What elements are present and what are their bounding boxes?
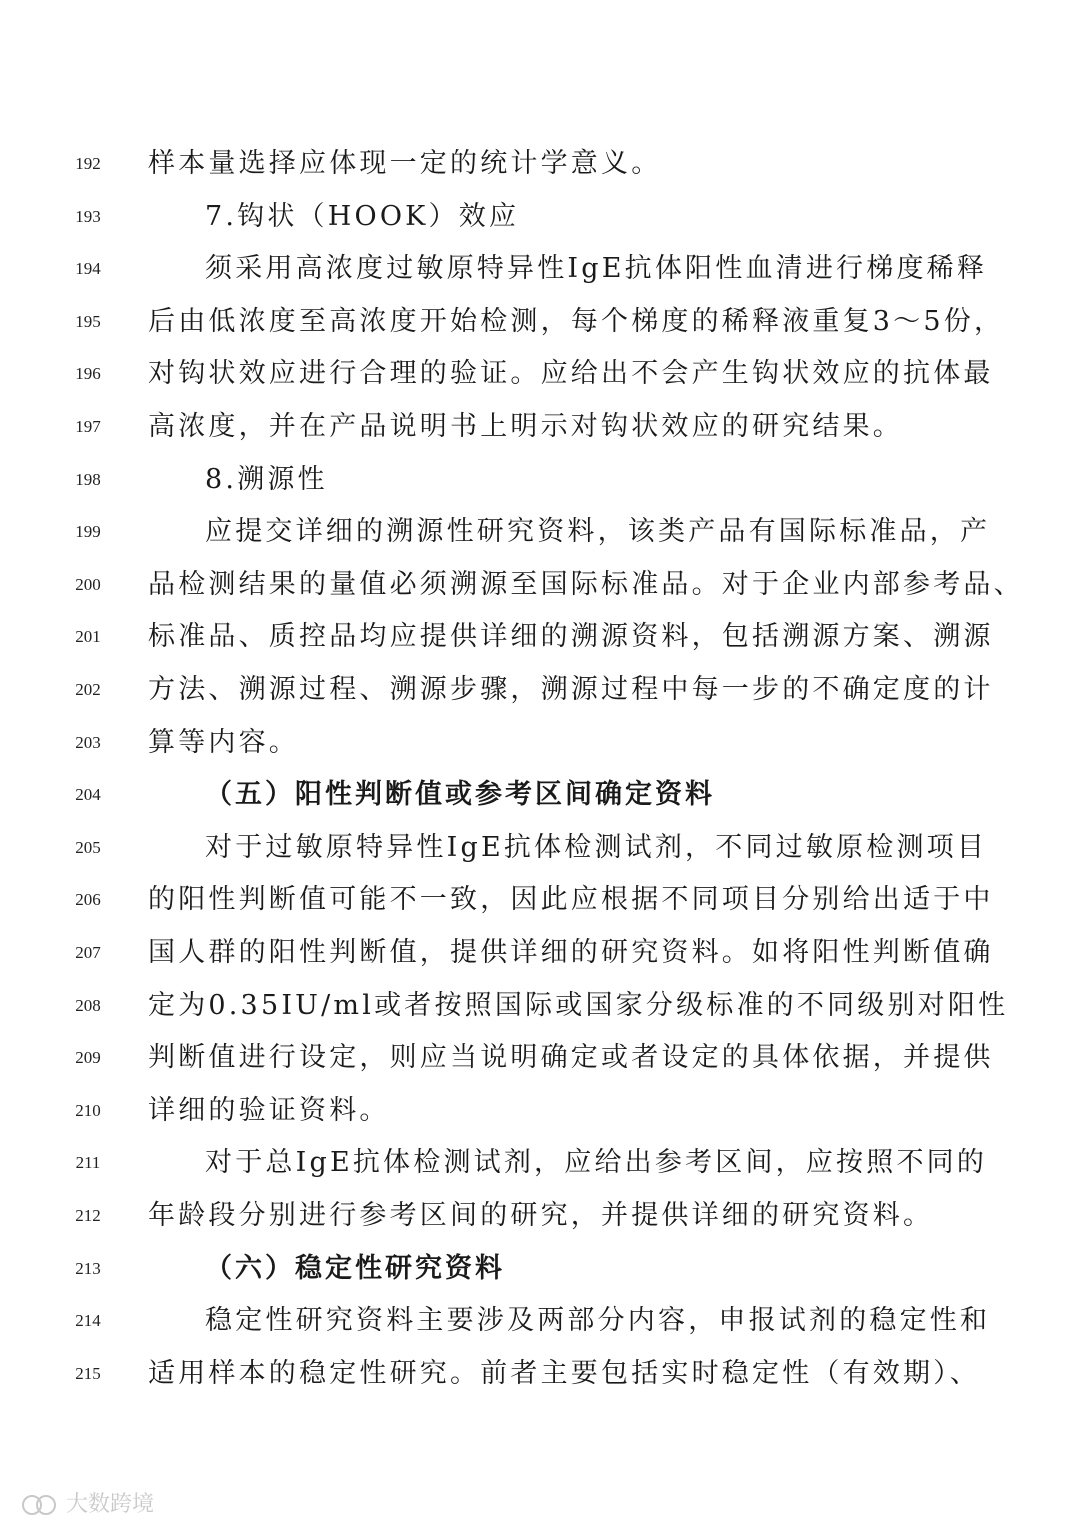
line-number: 205 [75, 837, 101, 857]
line-text: 算等内容。 [148, 726, 299, 758]
line-number: 213 [75, 1258, 101, 1278]
line-number: 193 [75, 206, 101, 226]
line-number: 206 [75, 890, 101, 910]
line-text: 的阳性判断值可能不一致，因此应根据不同项目分别给出适于中 [148, 884, 994, 916]
line-number: 200 [75, 574, 101, 594]
text-line [0, 296, 1080, 348]
text-line [0, 348, 1080, 400]
text-line [0, 611, 1080, 663]
line-text: 7.钩状（HOOK）效应 [205, 200, 520, 232]
text-line [0, 980, 1080, 1032]
line-text: 适用样本的稳定性研究。前者主要包括实时稳定性（有效期）、 [148, 1357, 981, 1389]
line-number: 212 [75, 1206, 101, 1225]
line-number: 197 [75, 417, 101, 436]
text-line [0, 559, 1080, 611]
text-line [0, 454, 1080, 506]
text-line [0, 1085, 1080, 1137]
line-number: 192 [75, 154, 101, 173]
line-text: 定为0.35IU/ml或者按照国际或国家分级标准的不同级别对阳性 [148, 989, 1009, 1021]
text-line [0, 506, 1080, 558]
line-number: 195 [75, 311, 101, 331]
line-number: 198 [75, 469, 101, 489]
line-number: 199 [75, 522, 101, 542]
text-line [0, 191, 1080, 243]
line-text: 高浓度，并在产品说明书上明示对钩状效应的研究结果。 [148, 411, 903, 442]
watermark-logo-icon [22, 1492, 60, 1514]
line-number: 207 [75, 943, 101, 962]
line-text: 对于过敏原特异性IgE抗体检测试剂，不同过敏原检测项目 [205, 831, 988, 863]
section-heading: （五）阳性判断值或参考区间确定资料 [205, 779, 715, 811]
line-number: 214 [75, 1311, 101, 1331]
line-text: 判断值进行设定，则应当说明确定或者设定的具体依据，并提供 [148, 1042, 994, 1074]
line-number: 208 [75, 995, 101, 1015]
watermark-text: 大数跨境 [66, 1492, 155, 1517]
line-text: 方法、溯源过程、溯源步骤，溯源过程中每一步的不确定度的计 [148, 674, 994, 705]
text-line [0, 1032, 1080, 1084]
text-line [0, 1137, 1080, 1189]
text-line [0, 401, 1080, 453]
line-text: 国人群的阳性判断值，提供详细的研究资料。如将阳性判断值确 [148, 937, 994, 968]
line-text: 8.溯源性 [205, 463, 328, 495]
line-number: 211 [75, 1153, 101, 1173]
line-text: 后由低浓度至高浓度开始检测，每个梯度的稀释液重复3～5份， [148, 305, 1005, 337]
text-line [0, 874, 1080, 926]
line-text: 品检测结果的量值必须溯源至国际标准品。对于企业内部参考品、 [148, 568, 1024, 600]
line-number: 210 [75, 1100, 101, 1120]
line-number: 194 [75, 259, 101, 279]
line-number: 202 [75, 680, 101, 699]
text-line [0, 822, 1080, 874]
line-text: 标准品、质控品均应提供详细的溯源资料，包括溯源方案、溯源 [148, 621, 994, 653]
line-number: 215 [75, 1363, 101, 1383]
line-number: 204 [75, 785, 101, 805]
section-heading: （六）稳定性研究资料 [205, 1252, 505, 1284]
line-number: 196 [75, 364, 101, 384]
line-number: 209 [75, 1048, 101, 1068]
line-number: 201 [75, 627, 101, 647]
text-line [0, 927, 1080, 979]
line-text: 须采用高浓度过敏原特异性IgE抗体阳性血清进行梯度稀释 [205, 253, 988, 285]
line-text: 对钩状效应进行合理的验证。应给出不会产生钩状效应的抗体最 [148, 358, 994, 390]
line-text: 样本量选择应体现一定的统计学意义。 [148, 148, 662, 179]
text-line [0, 717, 1080, 769]
line-text: 详细的验证资料。 [148, 1094, 390, 1126]
text-line [0, 1190, 1080, 1242]
text-line [0, 1243, 1080, 1295]
text-line [0, 769, 1080, 821]
line-number: 203 [75, 732, 101, 752]
line-text: 稳定性研究资料主要涉及两部分内容，申报试剂的稳定性和 [205, 1305, 991, 1337]
text-line [0, 664, 1080, 716]
line-text: 对于总IgE抗体检测试剂，应给出参考区间，应按照不同的 [205, 1147, 988, 1179]
text-line [0, 138, 1080, 190]
watermark [22, 1487, 154, 1518]
text-line [0, 1348, 1080, 1400]
text-line [0, 243, 1080, 295]
text-line [0, 1295, 1080, 1347]
line-text: 年龄段分别进行参考区间的研究，并提供详细的研究资料。 [148, 1200, 934, 1231]
line-text: 应提交详细的溯源性研究资料，该类产品有国际标准品，产 [205, 516, 991, 548]
